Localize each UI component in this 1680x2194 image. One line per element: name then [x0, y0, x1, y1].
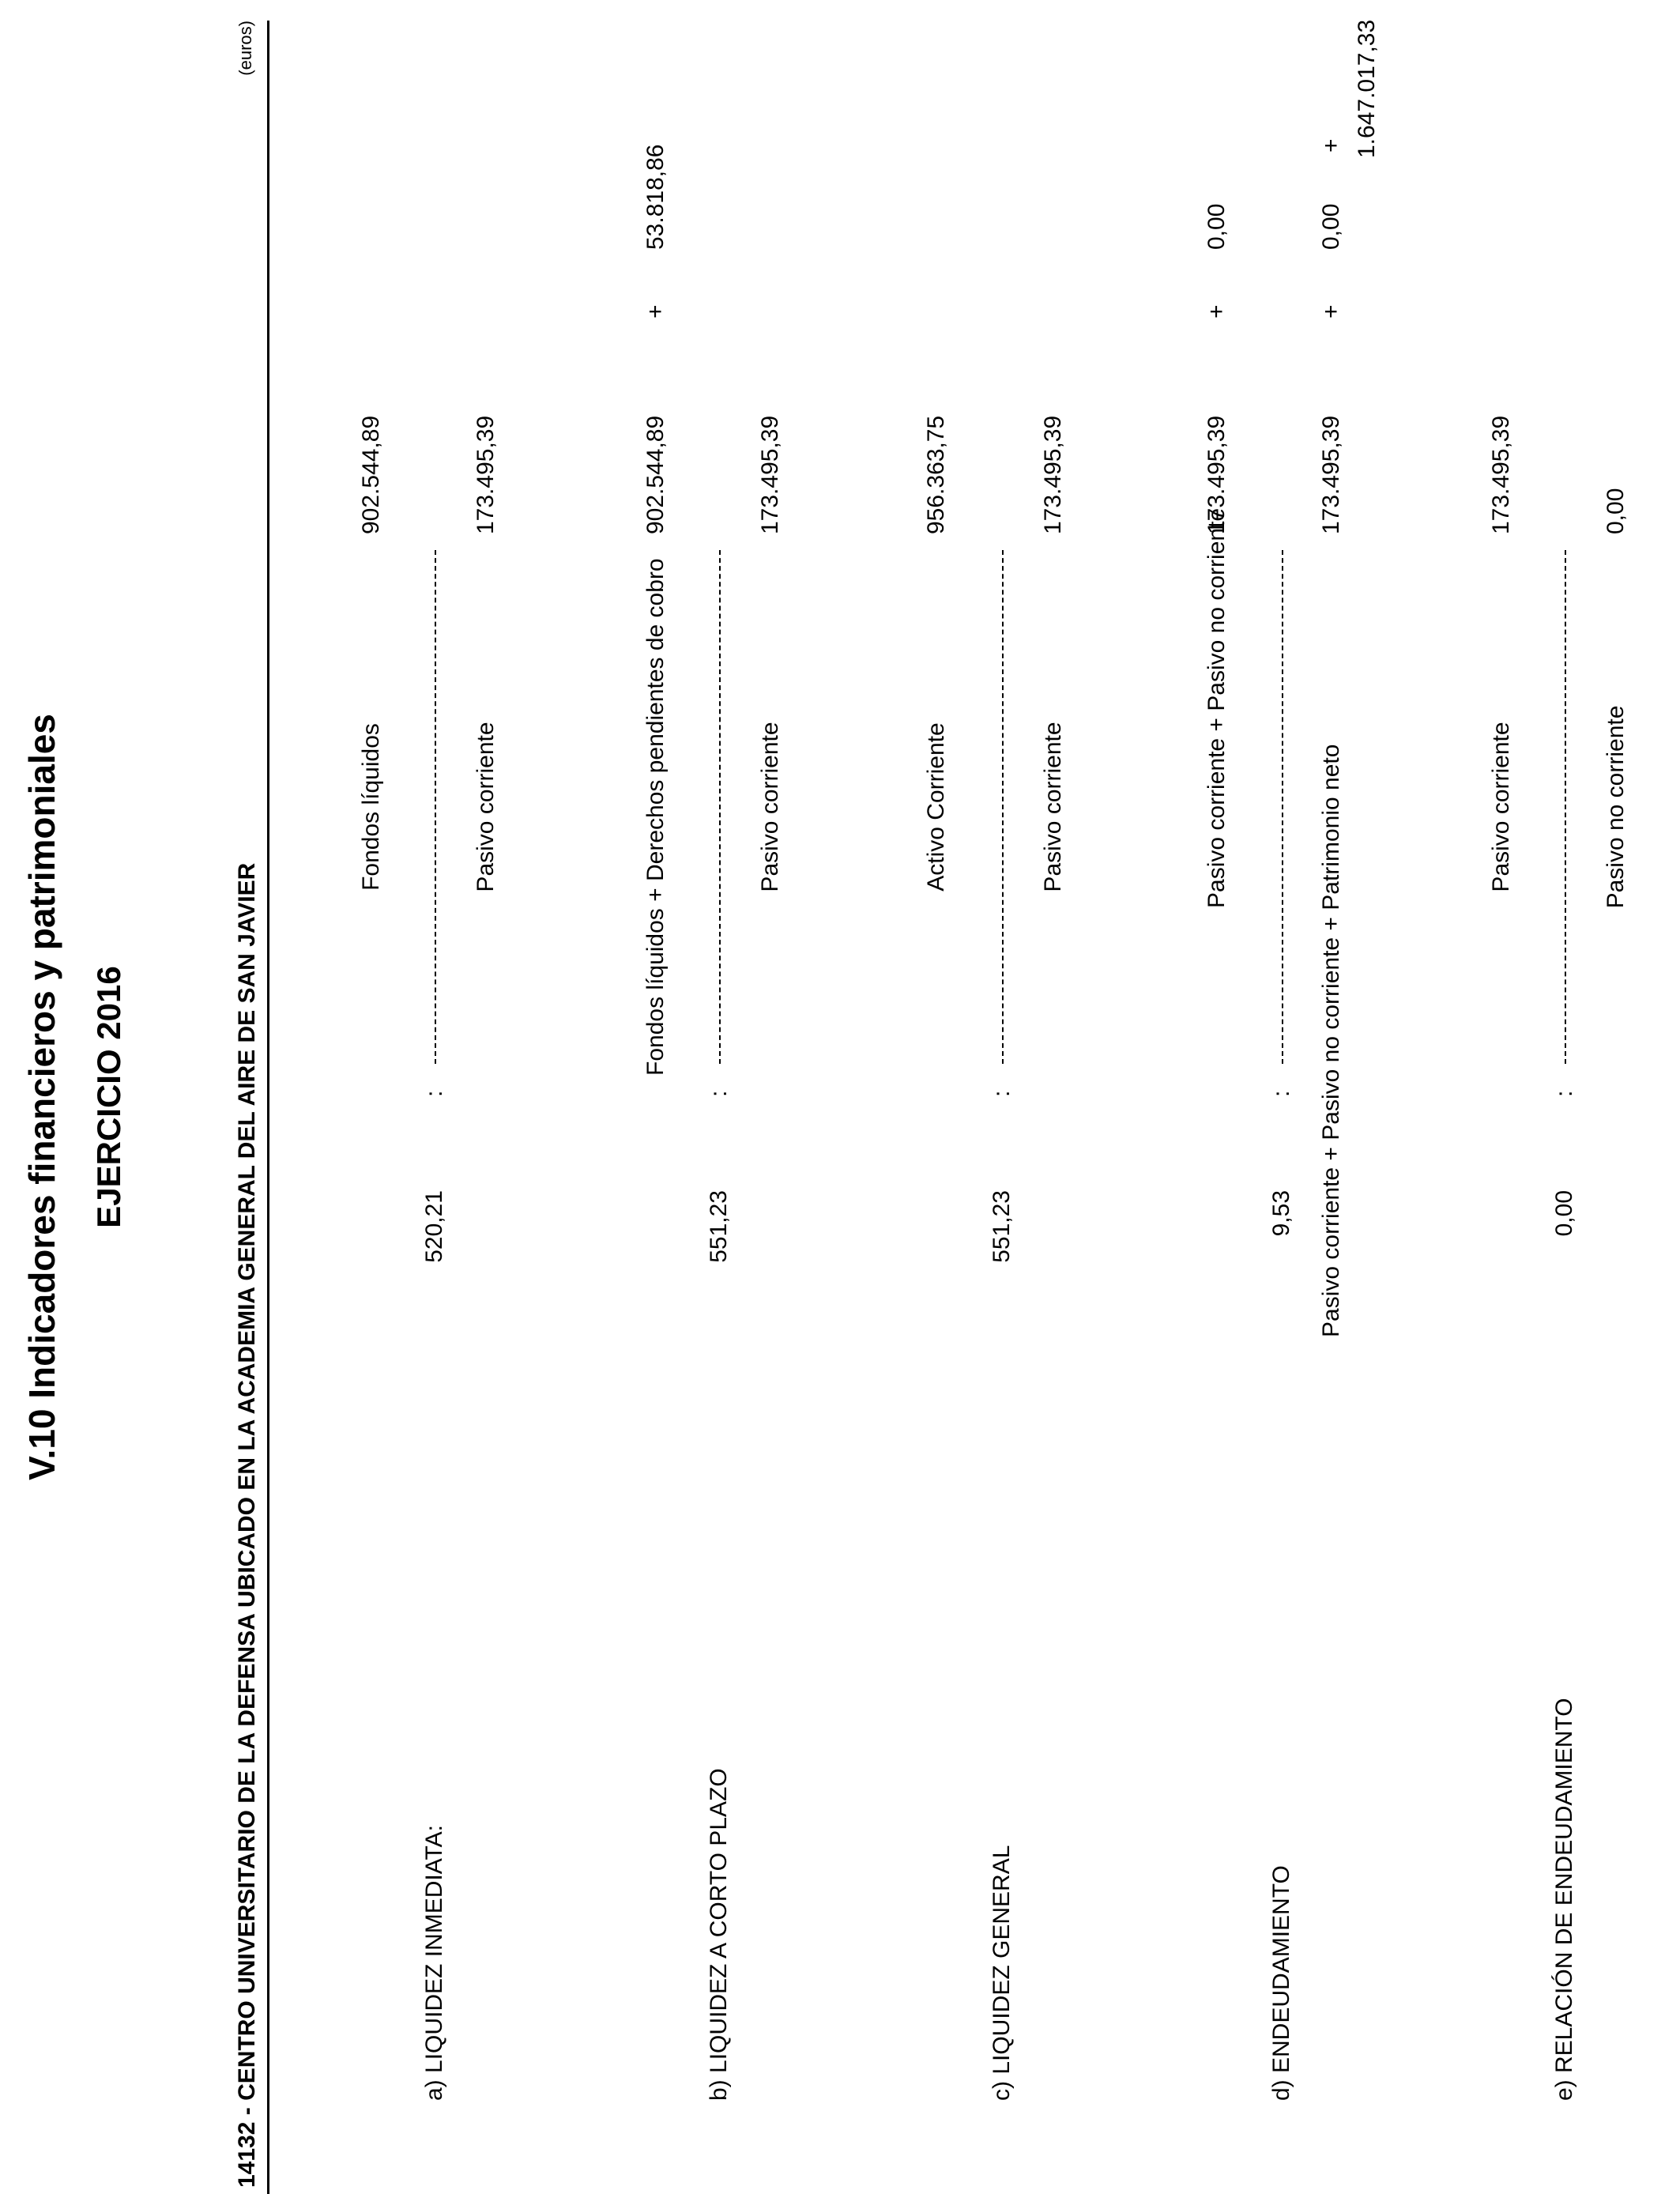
denominator-value: 1.647.017,33	[1354, 19, 1380, 158]
denominator-value: 0,00	[1318, 203, 1344, 250]
indicator-value: 520,21	[421, 1190, 447, 1263]
denominator-formula: Pasivo corriente + Pasivo no corriente + Patrimonio neto	[1318, 744, 1344, 1337]
fraction-line	[435, 550, 436, 1064]
numerator-value: 173.495,39	[1488, 415, 1514, 534]
plus-sign: +	[1318, 138, 1344, 153]
indicator-value: 0,00	[1551, 1190, 1577, 1237]
report-title: V.10 Indicadores financieros y patrimoniales	[21, 714, 62, 1480]
numerator-value: 902.544,89	[642, 415, 669, 534]
denominator-value: 173.495,39	[757, 415, 783, 534]
fraction-line	[1282, 550, 1283, 1064]
indicator-label: c) LIQUIDEZ GENERAL	[989, 1845, 1015, 2101]
fiscal-year: EJERCICIO 2016	[90, 966, 127, 1228]
indicator-label: d) ENDEUDAMIENTO	[1268, 1865, 1294, 2101]
numerator-formula: Fondos líquidos + Derechos pendientes de cobro	[642, 558, 669, 1076]
indicator-colon: :	[421, 1090, 447, 1097]
numerator-formula: Activo Corriente	[923, 722, 949, 892]
plus-sign: +	[1203, 304, 1230, 319]
denominator-formula: Pasivo no corriente	[1603, 705, 1629, 909]
denominator-formula: Pasivo corriente	[1040, 722, 1066, 892]
numerator-formula: Pasivo corriente	[1488, 722, 1514, 892]
indicator-label: e) RELACIÓN DE ENDEUDAMIENTO	[1551, 1698, 1577, 2101]
fraction-line	[1002, 550, 1004, 1064]
indicator-value: 9,53	[1268, 1190, 1294, 1237]
denominator-value: 173.495,39	[1318, 415, 1344, 534]
header-rule	[267, 21, 269, 2194]
indicator-label: b) LIQUIDEZ A CORTO PLAZO	[706, 1768, 732, 2101]
denominator-value: 173.495,39	[1040, 415, 1066, 534]
plus-sign: +	[642, 304, 669, 319]
indicator-colon: :	[1551, 1090, 1577, 1097]
numerator-value: 53.818,86	[642, 144, 669, 250]
denominator-formula: Pasivo corriente	[757, 722, 783, 892]
units-label: (euros)	[235, 21, 255, 76]
denominator-value: 173.495,39	[473, 415, 499, 534]
indicator-colon: :	[706, 1090, 732, 1097]
indicator-value: 551,23	[989, 1190, 1015, 1263]
numerator-formula: Fondos líquidos	[358, 723, 384, 891]
denominator-formula: Pasivo corriente	[473, 722, 499, 892]
fraction-line	[719, 550, 721, 1064]
numerator-value: 956.363,75	[923, 415, 949, 534]
indicator-colon: :	[1268, 1090, 1294, 1097]
indicator-colon: :	[989, 1090, 1015, 1097]
denominator-value: 0,00	[1603, 488, 1629, 534]
entity-name: 14132 - CENTRO UNIVERSITARIO DE LA DEFENSA UBICADO EN LA ACADEMIA GENERAL DEL AIRE DE SAN JAVIER	[234, 862, 260, 2188]
indicator-value: 551,23	[706, 1190, 732, 1263]
indicator-label: a) LIQUIDEZ INMEDIATA:	[421, 1825, 447, 2101]
numerator-formula: Pasivo corriente + Pasivo no corriente	[1203, 507, 1230, 908]
numerator-value: 902.544,89	[358, 415, 384, 534]
plus-sign: +	[1318, 304, 1344, 319]
fraction-line	[1565, 550, 1566, 1064]
numerator-value: 173.495,39	[1203, 415, 1230, 534]
numerator-value: 0,00	[1203, 203, 1230, 250]
